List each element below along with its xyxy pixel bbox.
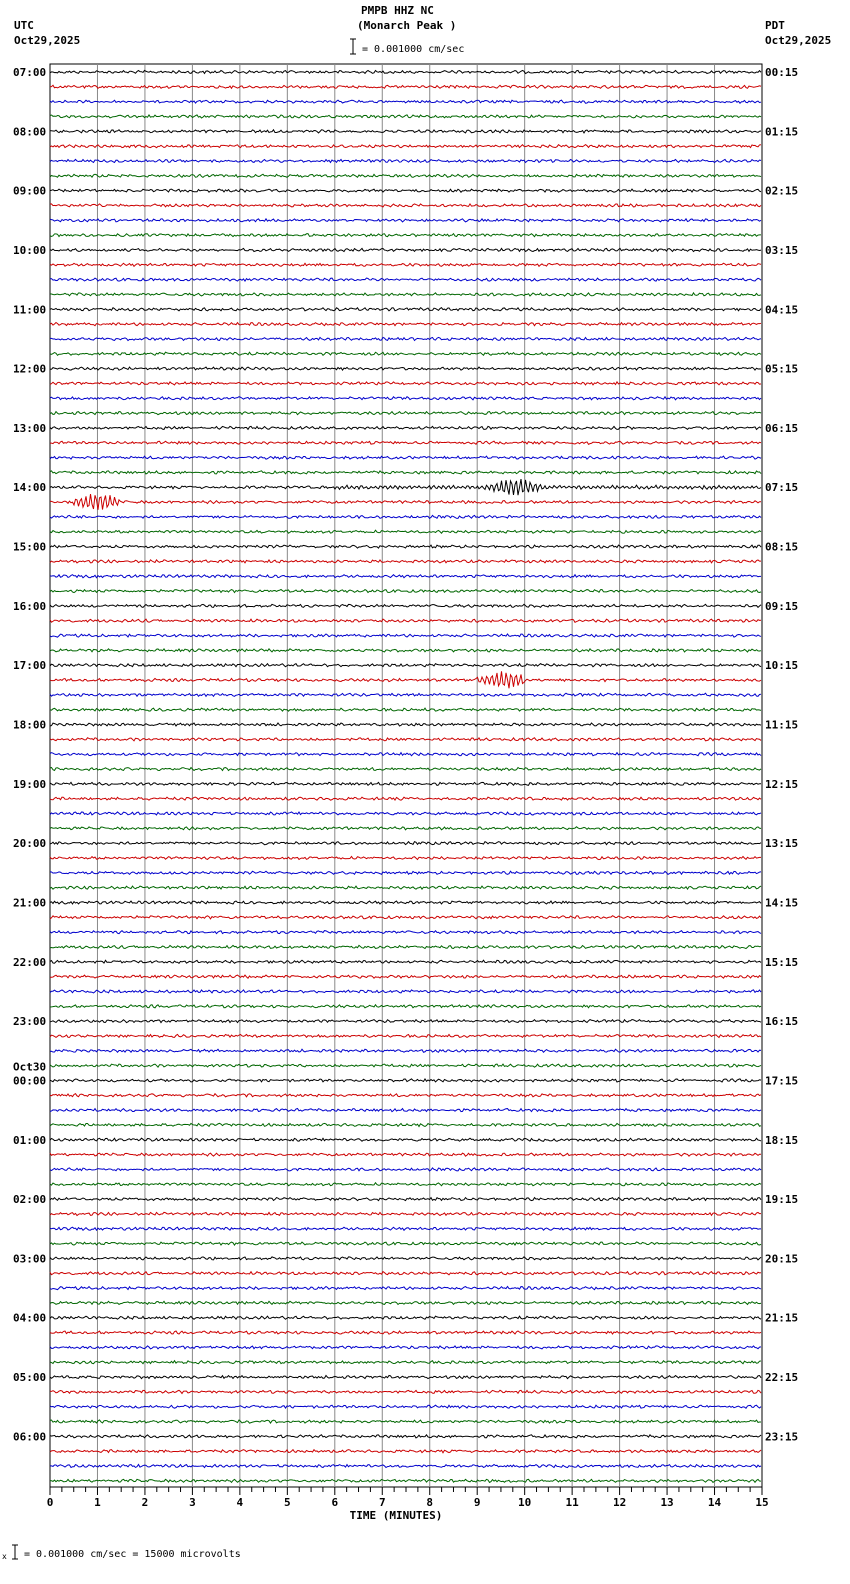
trace-18	[50, 337, 761, 340]
x-tick-label: 13	[660, 1496, 674, 1509]
x-tick-label: 7	[378, 1496, 386, 1509]
left-date: Oct29,2025	[14, 34, 81, 47]
station-title: PMPB HHZ NC	[361, 4, 434, 17]
pdt-hour-label: 15:15	[765, 955, 799, 969]
utc-hour-label: 14:00	[13, 481, 47, 495]
utc-hour-label: 01:00	[13, 1133, 47, 1147]
pdt-hour-label: 16:15	[765, 1015, 799, 1029]
pdt-hour-label: 02:15	[765, 184, 799, 198]
trace-6	[50, 159, 761, 162]
utc-hour-label: 16:00	[13, 599, 47, 613]
trace-52	[50, 842, 761, 845]
trace-42	[50, 693, 761, 696]
pdt-hour-label: 18:15	[765, 1133, 799, 1147]
trace-11	[50, 234, 761, 237]
trace-5	[50, 145, 761, 148]
x-tick-label: 1	[94, 1496, 101, 1509]
utc-hour-label: 00:00	[13, 1074, 47, 1088]
trace-34	[50, 575, 761, 578]
pdt-hour-label: 04:15	[765, 303, 799, 317]
trace-69	[50, 1094, 761, 1097]
trace-8	[50, 189, 761, 192]
trace-0	[50, 70, 761, 73]
trace-28	[50, 479, 761, 495]
trace-62	[50, 990, 761, 993]
pdt-hour-label: 11:15	[765, 718, 799, 732]
pdt-hour-label: 19:15	[765, 1193, 799, 1207]
trace-20	[50, 367, 761, 370]
trace-32	[50, 545, 761, 548]
trace-48	[50, 782, 761, 785]
x-tick-label: 0	[46, 1496, 54, 1509]
trace-37	[50, 619, 761, 622]
trace-15	[50, 293, 761, 296]
trace-90	[50, 1405, 761, 1408]
trace-81	[50, 1272, 761, 1275]
trace-86	[50, 1346, 761, 1349]
pdt-hour-label: 03:15	[765, 243, 799, 257]
x-tick-label: 12	[612, 1496, 627, 1509]
utc-date-change-label: Oct30	[13, 1060, 47, 1074]
pdt-hour-label: 06:15	[765, 421, 799, 435]
pdt-hour-label: 09:15	[765, 599, 799, 613]
trace-75	[50, 1183, 761, 1186]
x-tick-label: 9	[473, 1496, 481, 1509]
trace-58	[50, 931, 761, 934]
utc-hour-label: 19:00	[13, 777, 47, 791]
pdt-hour-label: 07:15	[765, 481, 799, 495]
trace-29	[50, 494, 761, 510]
x-tick-label: 11	[565, 1496, 579, 1509]
utc-hour-label: 09:00	[13, 184, 47, 198]
utc-hour-label: 21:00	[13, 896, 47, 910]
utc-hour-label: 04:00	[13, 1311, 47, 1325]
trace-66	[50, 1049, 761, 1052]
utc-hour-label: 22:00	[13, 955, 47, 969]
trace-3	[50, 115, 761, 118]
trace-73	[50, 1153, 761, 1156]
utc-hour-label: 18:00	[13, 718, 47, 732]
utc-hour-label: 02:00	[13, 1193, 47, 1207]
utc-hour-label: 23:00	[13, 1015, 47, 1029]
x-tick-label: 6	[331, 1496, 339, 1509]
pdt-hour-label: 10:15	[765, 659, 799, 673]
pdt-hour-label: 23:15	[765, 1430, 799, 1444]
x-tick-label: 10	[518, 1496, 532, 1509]
trace-87	[50, 1361, 761, 1364]
trace-68	[50, 1079, 761, 1082]
trace-72	[50, 1138, 761, 1141]
trace-85	[50, 1331, 761, 1334]
trace-49	[50, 797, 761, 800]
trace-31	[50, 530, 761, 533]
trace-55	[50, 886, 761, 889]
trace-14	[50, 278, 761, 281]
trace-61	[50, 975, 761, 978]
trace-79	[50, 1242, 761, 1245]
utc-hour-label: 05:00	[13, 1371, 47, 1385]
trace-91	[50, 1420, 761, 1423]
right-date: Oct29,2025	[765, 34, 832, 47]
trace-63	[50, 1005, 761, 1008]
pdt-hour-label: 08:15	[765, 540, 799, 554]
trace-84	[50, 1316, 761, 1319]
trace-36	[50, 604, 761, 607]
trace-43	[50, 708, 761, 711]
left-timezone: UTC	[14, 19, 34, 32]
trace-38	[50, 634, 761, 637]
trace-95	[50, 1479, 761, 1482]
pdt-hour-label: 01:15	[765, 125, 799, 139]
pdt-hour-label: 14:15	[765, 896, 799, 910]
trace-21	[50, 382, 761, 385]
trace-24	[50, 426, 761, 429]
trace-19	[50, 352, 761, 355]
trace-46	[50, 753, 761, 756]
trace-23	[50, 412, 761, 415]
trace-74	[50, 1168, 761, 1171]
utc-hour-label: 08:00	[13, 125, 47, 139]
x-tick-label: 5	[284, 1496, 291, 1509]
utc-hour-label: 11:00	[13, 303, 47, 317]
footer-marker: x	[2, 1552, 7, 1561]
trace-78	[50, 1227, 761, 1230]
trace-59	[50, 945, 761, 948]
trace-88	[50, 1375, 761, 1378]
trace-16	[50, 308, 761, 311]
trace-64	[50, 1020, 761, 1023]
trace-22	[50, 397, 761, 400]
station-location: (Monarch Peak )	[357, 19, 457, 32]
utc-hour-label: 10:00	[13, 243, 47, 257]
trace-94	[50, 1464, 761, 1467]
pdt-hour-label: 00:15	[765, 66, 799, 79]
trace-26	[50, 456, 761, 459]
trace-50	[50, 812, 761, 815]
trace-2	[50, 100, 761, 103]
trace-93	[50, 1450, 761, 1453]
scale-label: = 0.001000 cm/sec	[362, 44, 465, 55]
trace-33	[50, 560, 761, 563]
trace-35	[50, 589, 761, 592]
utc-hour-label: 13:00	[13, 421, 47, 435]
trace-27	[50, 471, 761, 474]
pdt-hour-label: 20:15	[765, 1252, 799, 1266]
trace-82	[50, 1287, 761, 1290]
pdt-hour-label: 17:15	[765, 1074, 799, 1088]
utc-hour-label: 15:00	[13, 540, 47, 554]
trace-76	[50, 1198, 761, 1201]
pdt-hour-label: 13:15	[765, 837, 799, 851]
x-tick-label: 2	[141, 1496, 149, 1509]
trace-4	[50, 130, 761, 133]
trace-40	[50, 664, 761, 667]
trace-47	[50, 768, 761, 771]
trace-17	[50, 323, 761, 326]
trace-60	[50, 960, 761, 963]
trace-39	[50, 649, 761, 652]
trace-45	[50, 738, 761, 741]
trace-92	[50, 1435, 761, 1438]
trace-44	[50, 723, 761, 726]
trace-10	[50, 219, 761, 222]
x-tick-label: 8	[426, 1496, 434, 1509]
trace-30	[50, 515, 761, 518]
trace-57	[50, 916, 761, 919]
right-timezone: PDT	[765, 19, 785, 32]
footer-scale-label: = 0.001000 cm/sec = 15000 microvolts	[24, 1549, 241, 1560]
trace-13	[50, 263, 761, 266]
x-axis-label: TIME (MINUTES)	[349, 1509, 443, 1522]
trace-56	[50, 901, 761, 904]
trace-67	[50, 1064, 761, 1067]
pdt-hour-label: 21:15	[765, 1311, 799, 1325]
utc-hour-label: 06:00	[13, 1430, 47, 1444]
trace-80	[50, 1257, 761, 1260]
x-tick-label: 3	[189, 1496, 196, 1509]
utc-hour-label: 07:00	[13, 66, 47, 79]
trace-65	[50, 1034, 761, 1037]
utc-hour-label: 20:00	[13, 837, 47, 851]
trace-25	[50, 441, 761, 444]
utc-hour-label: 12:00	[13, 362, 47, 376]
trace-1	[50, 85, 761, 88]
trace-70	[50, 1109, 761, 1112]
trace-83	[50, 1301, 761, 1304]
utc-hour-label: 03:00	[13, 1252, 47, 1266]
trace-89	[50, 1390, 761, 1393]
trace-9	[50, 204, 761, 207]
x-tick-label: 4	[236, 1496, 244, 1509]
pdt-hour-label: 05:15	[765, 362, 799, 376]
x-tick-label: 15	[755, 1496, 769, 1509]
trace-51	[50, 827, 761, 830]
pdt-hour-label: 12:15	[765, 777, 799, 791]
footer-scale-bar-icon	[10, 1544, 20, 1562]
trace-7	[50, 174, 761, 177]
trace-77	[50, 1212, 761, 1215]
trace-71	[50, 1123, 761, 1126]
utc-hour-label: 17:00	[13, 659, 47, 673]
trace-54	[50, 871, 761, 874]
pdt-hour-label: 22:15	[765, 1371, 799, 1385]
trace-41	[50, 671, 761, 688]
trace-53	[50, 856, 761, 859]
x-tick-label: 14	[707, 1496, 722, 1509]
trace-12	[50, 248, 761, 251]
